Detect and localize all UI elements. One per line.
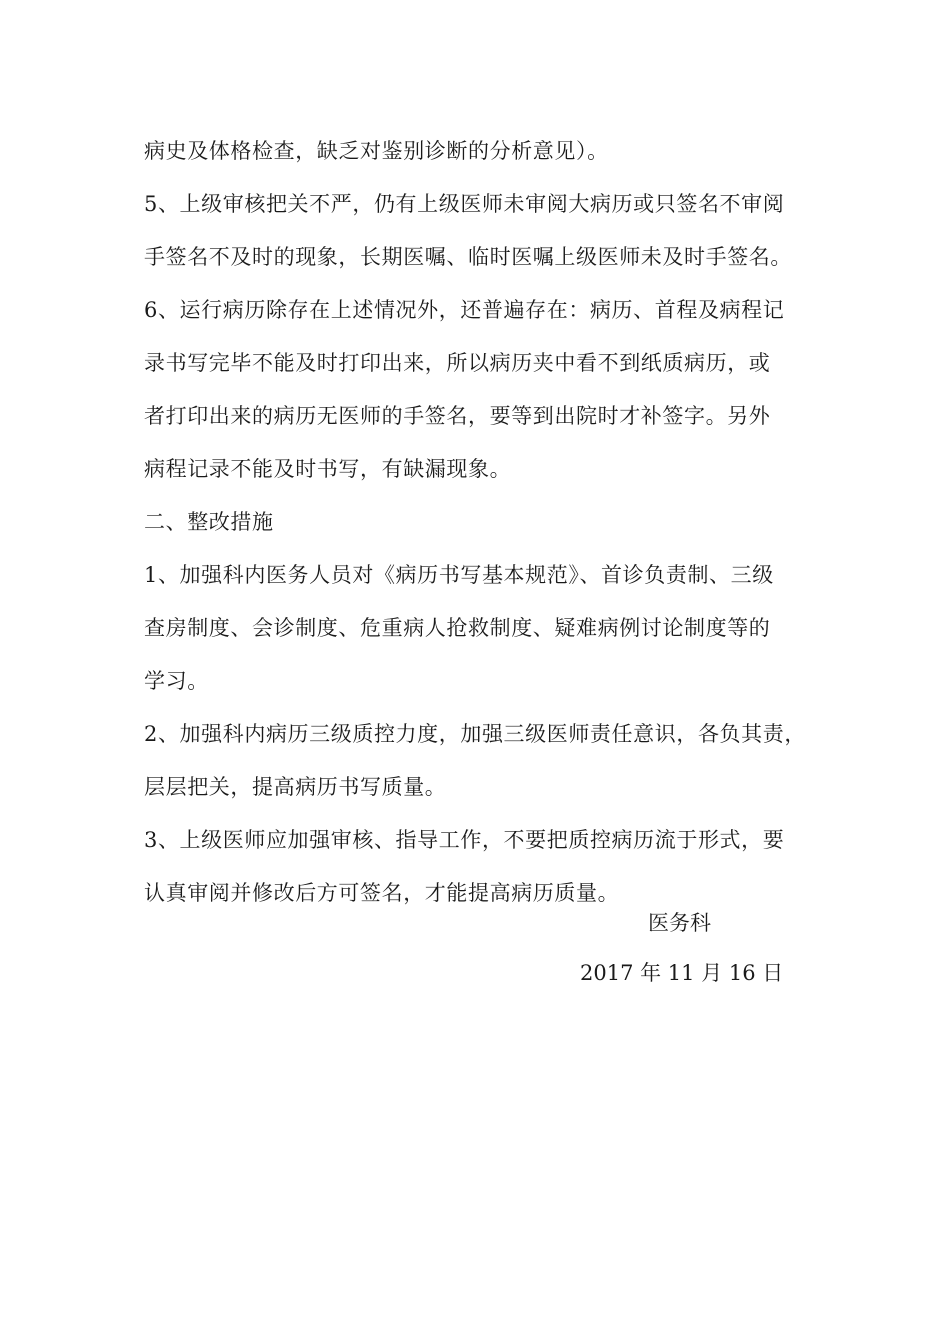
- text-line: 3、上级医师应加强审核、指导工作，不要把质控病历流于形式，要: [144, 828, 785, 852]
- text-line: 病史及体格检查，缺乏对鉴别诊断的分析意见）。: [144, 139, 609, 163]
- text-line: 者打印出来的病历无医师的手签名，要等到出院时才补签字。另外: [144, 404, 771, 428]
- text-line: 认真审阅并修改后方可签名，才能提高病历质量。: [144, 881, 620, 905]
- text-line: 手签名不及时的现象，长期医嘱、临时医嘱上级医师未及时手签名。: [144, 245, 792, 269]
- document-body: [144, 128, 824, 923]
- text-line: 5、上级审核把关不严，仍有上级医师未审阅大病历或只签名不审阅: [144, 192, 785, 216]
- text-line: 层层把关，提高病历书写质量。: [144, 775, 447, 799]
- signature-date: 2017 年 11 月 16 日: [580, 961, 784, 985]
- text-line: 学习。: [144, 669, 209, 693]
- section-heading: 二、整改措施: [144, 510, 274, 534]
- text-line: 查房制度、会诊制度、危重病人抢救制度、疑难病例讨论制度等的: [144, 616, 771, 640]
- text-line: 病程记录不能及时书写，有缺漏现象。: [144, 457, 512, 481]
- text-line: 1、加强科内医务人员对《病历书写基本规范》、首诊负责制、三级: [144, 563, 774, 587]
- signature-department: 医务科: [648, 911, 711, 935]
- text-line: 2、加强科内病历三级质控力度，加强三级医师责任意识，各负其责，: [144, 722, 806, 746]
- text-line: 录书写完毕不能及时打印出来，所以病历夹中看不到纸质病历，或: [144, 351, 771, 375]
- text-line: 6、运行病历除存在上述情况外，还普遍存在：病历、首程及病程记: [144, 298, 785, 322]
